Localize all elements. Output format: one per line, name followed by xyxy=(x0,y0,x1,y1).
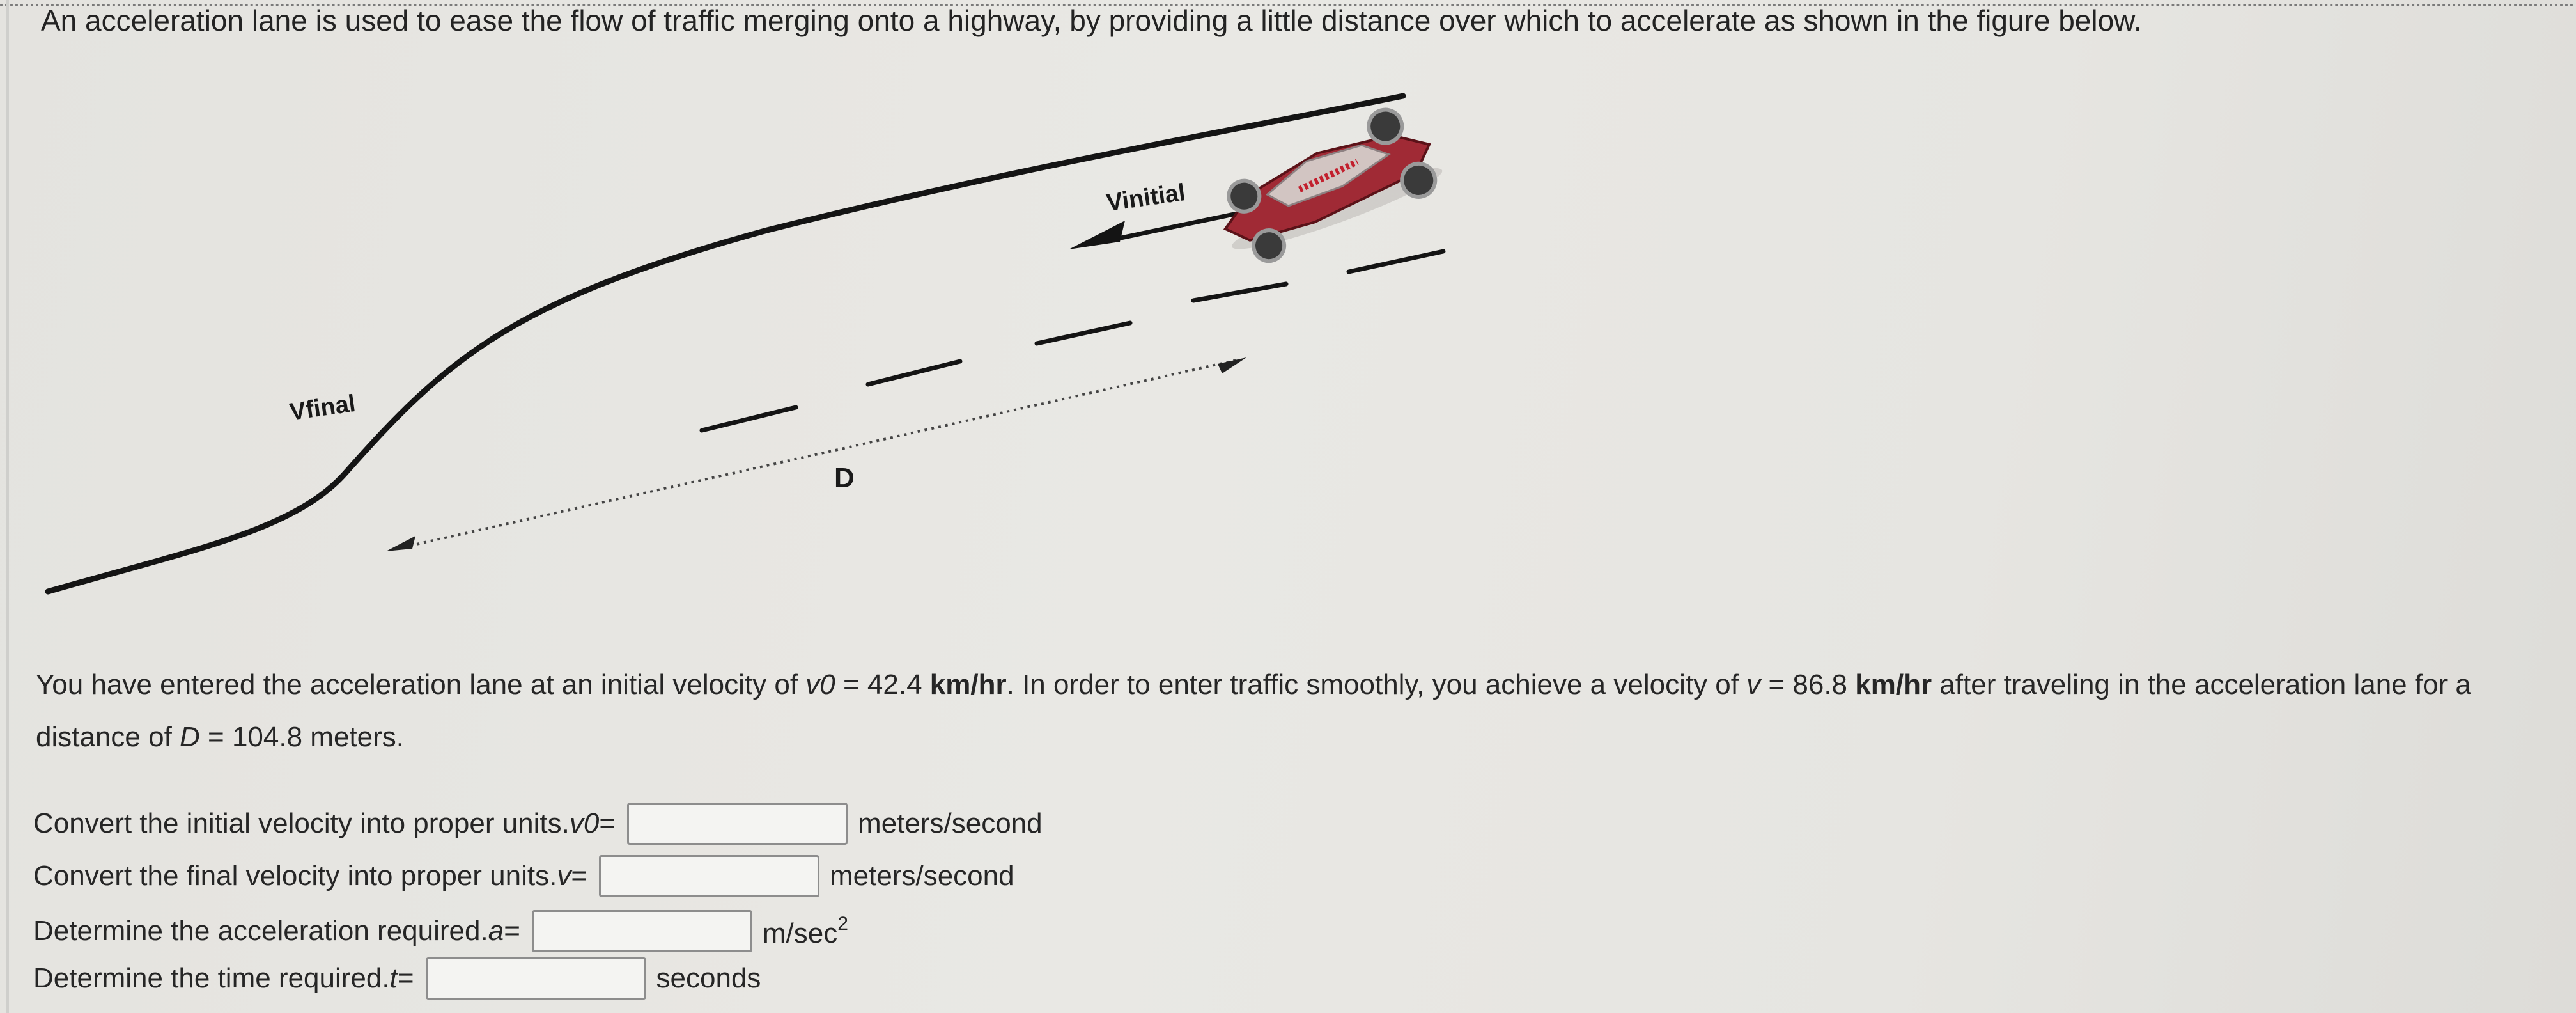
question-unit: meters/second xyxy=(830,860,1014,891)
label-vinitial: Vinitial xyxy=(1105,179,1187,217)
question-initial-velocity xyxy=(33,799,1043,848)
unit-exponent: 2 xyxy=(837,913,848,934)
intro-text: An acceleration lane is used to ease the flow of traffic merging onto a highway, by providing a little distance over which to accelerate as shown in the figure below. xyxy=(41,4,2142,37)
v-symbol: v xyxy=(1746,669,1761,700)
distance-arrowhead-right xyxy=(1218,357,1246,373)
label-vfinal: Vfinal xyxy=(288,389,357,426)
question-symbol: v0 xyxy=(569,808,600,839)
problem-eq1: = 42.4 xyxy=(835,669,930,700)
velocity-arrowhead xyxy=(1069,221,1125,249)
problem-statement xyxy=(36,659,2541,764)
question-symbol: a xyxy=(488,915,504,946)
question-acceleration xyxy=(33,907,848,955)
distance-arrowhead-left xyxy=(386,536,415,551)
lane-dash xyxy=(1193,284,1286,301)
question-equals: = xyxy=(397,962,414,994)
label-distance: D xyxy=(834,462,855,494)
lane-dash xyxy=(868,361,960,384)
problem-eq3: = 104.8 meters. xyxy=(199,721,404,753)
question-prompt: Determine the acceleration required. xyxy=(33,915,488,946)
question-symbol: v xyxy=(557,860,571,891)
velocity-arrow xyxy=(1069,214,1237,249)
question-prompt: Determine the time required. xyxy=(33,962,390,994)
lane-dash xyxy=(1349,251,1443,272)
question-equals: = xyxy=(571,860,588,891)
highway-edge-line xyxy=(48,96,1403,592)
unit-kmhr-2: km/hr xyxy=(1855,669,1932,700)
lane-dashes xyxy=(702,251,1443,430)
question-prompt: Convert the initial velocity into proper units. xyxy=(33,808,570,839)
problem-eq2: = 86.8 xyxy=(1760,669,1856,700)
question-unit xyxy=(763,913,848,950)
final-velocity-answer-input[interactable] xyxy=(599,855,819,897)
time-answer-input[interactable] xyxy=(426,957,646,1000)
race-car-image xyxy=(1206,98,1452,272)
question-unit: seconds xyxy=(656,962,761,994)
lane-dash xyxy=(1037,323,1130,343)
distance-indicator xyxy=(386,357,1246,551)
problem-text-part3: after traveling in the acceleration lane for a distance of xyxy=(36,669,2471,753)
question-unit: meters/second xyxy=(858,808,1043,839)
unit-kmhr-1: km/hr xyxy=(929,669,1007,700)
question-final-velocity xyxy=(33,852,1014,900)
question-symbol: t xyxy=(389,962,398,994)
acceleration-answer-input[interactable] xyxy=(532,910,752,952)
problem-text-part2: . In order to enter traffic smoothly, you achieve a velocity of xyxy=(1006,669,1747,700)
initial-velocity-answer-input[interactable] xyxy=(627,803,848,845)
question-equals: = xyxy=(504,915,520,946)
v0-symbol: v0 xyxy=(805,669,835,700)
question-prompt: Convert the final velocity into proper units. xyxy=(33,860,557,891)
question-equals: = xyxy=(599,808,616,839)
d-symbol: D xyxy=(180,721,200,753)
unit-base: m/sec xyxy=(762,917,838,949)
problem-text-part1: You have entered the acceleration lane at an initial velocity of xyxy=(36,669,806,700)
lane-dash xyxy=(702,407,796,430)
distance-dotted-line xyxy=(396,360,1237,549)
question-time xyxy=(33,954,761,1003)
